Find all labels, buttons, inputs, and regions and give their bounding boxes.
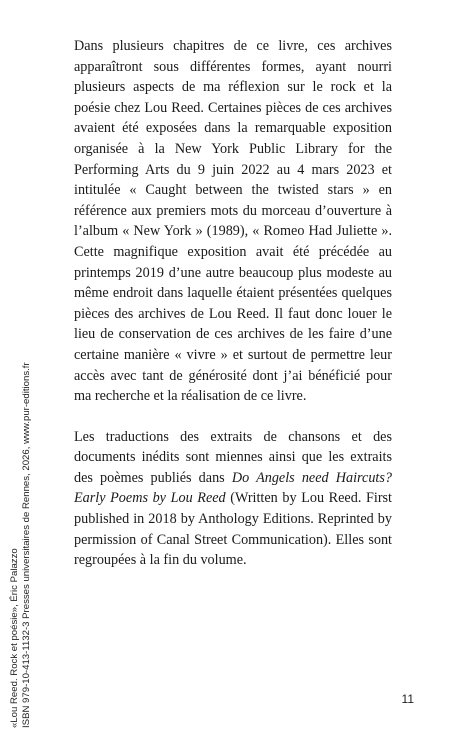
body-text (74, 36, 392, 571)
copyright-side-note (9, 318, 34, 728)
side-note-line-1: «Lou Reed. Rock et poésie», Éric Palazzo (9, 548, 20, 728)
book-title-italic: Do Angels need Haircuts? Early Poems by Lou Reed (74, 469, 392, 507)
paragraph-archives: Dans plusieurs chapitres de ce livre, ces archives apparaîtront sous différentes formes, ayant nourri plusieurs aspects de ma réflexion sur le rock et la poésie chez Lou Reed. Certaines pièces de ces archives avaient été exposées dans la remarquable exposition organisée à la New York Public Library for the Performing Arts du 9 juin 2022 au 4 mars 2023 et intitulée « Caught between the twisted stars » en référence aux premiers mots du morceau d’ouverture à l’album « New York » (1989), « Romeo Had Juliette ». Cette magnifique exposition avait été précédée au printemps 2019 d’une autre beaucoup plus modeste au même endroit dans laquelle étaient présentées quelques pièces des archives de Lou Reed. Il faut donc louer le lieu de conservation de ces archives de les faire d’une certaine manière « vivre » et surtout de permettre leur accès avec tant de générosité dont j’ai bénéficié pour ma recherche et la réalisation de ce livre. (74, 38, 392, 405)
side-note-line-2: ISBN 979-10-413-1132-3 Presses universitaires de Rennes, 2026, www.pur-editions.fr (21, 362, 33, 728)
page-number: 11 (401, 692, 414, 706)
paragraph-translations-rest: (Written by Lou Reed. First published in 2018 by Anthology Editions. Reprinted by permission of Canal Street Communication). Elles sont regroupées à la fin du volume. (74, 490, 393, 569)
paragraph-translations (74, 427, 392, 571)
paragraph-translations-intro: Les traductions des extraits de chansons et des documents inédits sont miennes ainsi que les extraits des poèmes publiés dans (74, 428, 392, 486)
